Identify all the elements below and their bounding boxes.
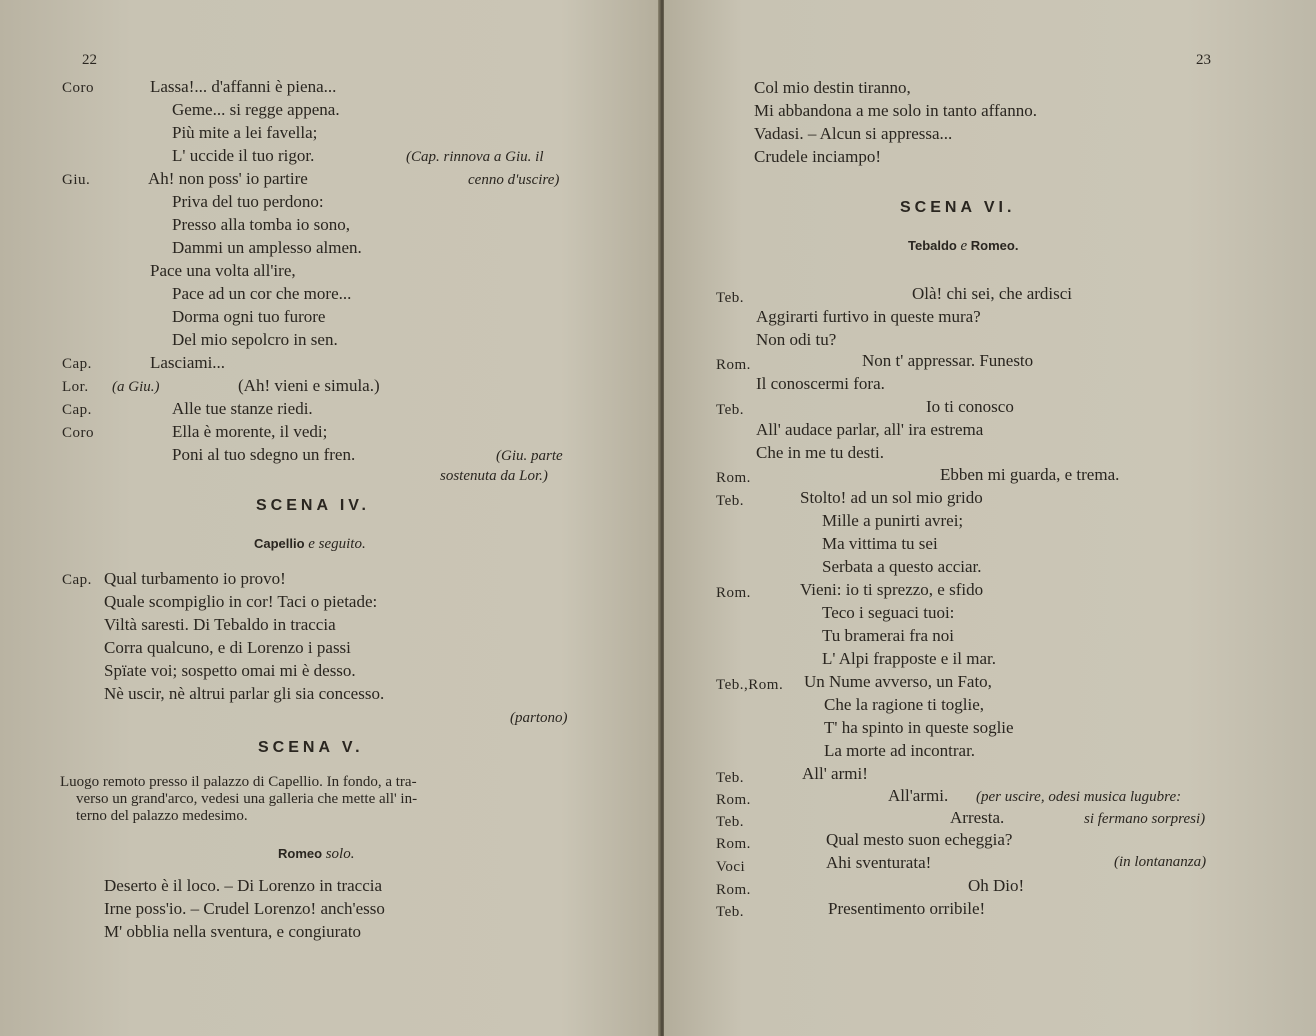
verse: Lassa!... d'affanni è piena... [150, 77, 337, 96]
stage-direction: (a Giu.) [112, 379, 160, 395]
verse: La morte ad incontrar. [824, 741, 976, 760]
scene-description: verso un grand'arco, vedesi una galleria che mette all' in- [76, 791, 418, 807]
stage-direction: sostenuta da Lor.) [440, 468, 548, 484]
verse: Ahi sventurata! [826, 853, 932, 872]
verse: Pace ad un cor che more... [172, 284, 352, 303]
verse: Priva del tuo perdono: [172, 192, 324, 211]
verse: Mi abbandona a me solo in tanto affanno. [754, 101, 1037, 120]
verse: Serbata a questo acciar. [822, 557, 982, 576]
verse: Tu bramerai fra noi [822, 626, 955, 645]
stage-direction: cenno d'uscire) [468, 172, 560, 188]
speaker: Teb. [716, 290, 745, 306]
verse: All' armi! [802, 764, 868, 783]
speaker: Teb. [716, 904, 745, 920]
scene-title: SCENA V. [258, 739, 364, 756]
speaker: Rom. [716, 470, 751, 486]
speaker: Teb. [716, 814, 745, 830]
character-name: Romeo. [970, 238, 1019, 253]
scene-description: terno del palazzo medesimo. [76, 808, 248, 824]
conjunction: e [960, 238, 968, 254]
verse: Il conoscermi fora. [756, 374, 885, 393]
verse: Del mio sepolcro in sen. [172, 330, 338, 349]
speaker: Voci [716, 859, 746, 875]
verse: Lasciami... [150, 353, 226, 372]
speaker: Rom. [716, 792, 751, 808]
speaker: Coro [62, 425, 94, 441]
verse: Presso alla tomba io sono, [172, 215, 351, 234]
speaker: Teb. [716, 770, 745, 786]
stage-direction: si fermano sorpresi) [1084, 811, 1206, 827]
verse: T' ha spinto in queste soglie [824, 718, 1014, 737]
page-number: 23 [1196, 52, 1211, 68]
verse: Pace una volta all'ire, [150, 261, 296, 280]
verse: Aggirarti furtivo in queste mura? [756, 307, 981, 326]
verse: Quale scompiglio in cor! Taci o pietade: [104, 592, 378, 611]
stage-direction: (in lontananza) [1114, 854, 1207, 870]
verse: Ella è morente, il vedi; [172, 422, 328, 441]
verse: Ma vittima tu sei [822, 534, 938, 553]
verse: Presentimento orribile! [828, 899, 986, 918]
speaker: Cap. [62, 402, 92, 418]
verse: Crudele inciampo! [754, 147, 881, 166]
verse: Più mite a lei favella; [172, 123, 318, 142]
character-note: solo. [325, 846, 355, 862]
speaker: Lor. [62, 379, 89, 395]
stage-direction: (Giu. parte [496, 448, 563, 464]
character-name: Romeo [278, 846, 323, 861]
speaker: Rom. [716, 357, 751, 373]
speaker: Rom. [716, 836, 751, 852]
right-page [664, 0, 1316, 1036]
character-note: e seguito. [308, 536, 366, 552]
scene-title: SCENA IV. [256, 497, 370, 514]
verse: L' Alpi frapposte e il mar. [822, 649, 996, 668]
verse: Arresta. [950, 808, 1005, 827]
verse: Qual mesto suon echeggia? [826, 830, 1013, 849]
page-number: 22 [82, 52, 97, 68]
stage-direction: (per uscire, odesi musica lugubre: [976, 789, 1182, 805]
speaker: Giu. [62, 172, 91, 188]
verse: Nè uscir, nè altrui parlar gli sia concesso. [104, 684, 385, 703]
stage-direction: (partono) [510, 710, 568, 726]
verse: L' uccide il tuo rigor. [172, 146, 315, 165]
character-name: Tebaldo [908, 238, 957, 253]
scene-characters [278, 844, 354, 864]
verse: Non t' appressar. Funesto [862, 351, 1034, 370]
speaker: Cap. [62, 572, 92, 588]
verse: (Ah! vieni e simula.) [238, 376, 380, 395]
verse: Irne poss'io. – Crudel Lorenzo! anch'esso [104, 899, 385, 918]
verse: Dammi un amplesso almen. [172, 238, 362, 257]
verse: Alle tue stanze riedi. [172, 399, 313, 418]
verse: All' audace parlar, all' ira estrema [756, 420, 984, 439]
speaker: Teb. [716, 402, 745, 418]
speaker: Rom. [716, 882, 751, 898]
scene-characters [908, 236, 1018, 256]
character-name: Capellio [254, 536, 305, 551]
verse: Geme... si regge appena. [172, 100, 340, 119]
verse: Dorma ogni tuo furore [172, 307, 326, 326]
verse: Olà! chi sei, che ardisci [912, 284, 1073, 303]
speaker: Coro [62, 80, 94, 96]
speaker: Cap. [62, 356, 92, 372]
stage-direction: (Cap. rinnova a Giu. il [406, 149, 544, 165]
verse: Teco i seguaci tuoi: [822, 603, 955, 622]
scene-characters [254, 534, 366, 554]
verse: Oh Dio! [968, 876, 1025, 895]
scene-title: SCENA VI. [900, 199, 1016, 216]
verse: Viltà saresti. Di Tebaldo in traccia [104, 615, 336, 634]
verse: Che in me tu desti. [756, 443, 884, 462]
verse: Io ti conosco [926, 397, 1014, 416]
scene-description: Luogo remoto presso il palazzo di Capellio. In fondo, a tra- [60, 774, 417, 790]
verse: Poni al tuo sdegno un fren. [172, 445, 356, 464]
verse: Vadasi. – Alcun si appressa... [754, 124, 953, 143]
verse: Deserto è il loco. – Di Lorenzo in traccia [104, 876, 383, 895]
verse: All'armi. [888, 786, 949, 805]
speaker: Teb. [716, 493, 745, 509]
verse: Un Nume avverso, un Fato, [804, 672, 992, 691]
verse: Stolto! ad un sol mio grido [800, 488, 983, 507]
verse: Qual turbamento io provo! [104, 569, 286, 588]
verse: Spïate voi; sospetto omai mi è desso. [104, 661, 356, 680]
verse: Ebben mi guarda, e trema. [940, 465, 1120, 484]
verse: Col mio destin tiranno, [754, 78, 911, 97]
verse: Non odi tu? [756, 330, 837, 349]
speaker: Rom. [716, 585, 751, 601]
verse: Che la ragione ti toglie, [824, 695, 985, 714]
verse: Vieni: io ti sprezzo, e sfido [800, 580, 984, 599]
verse: Ah! non poss' io partire [148, 169, 308, 188]
verse: Corra qualcuno, e di Lorenzo i passi [104, 638, 351, 657]
verse: M' obblia nella sventura, e congiurato [104, 922, 362, 941]
speaker: Teb.,Rom. [716, 677, 784, 693]
verse: Mille a punirti avrei; [822, 511, 964, 530]
